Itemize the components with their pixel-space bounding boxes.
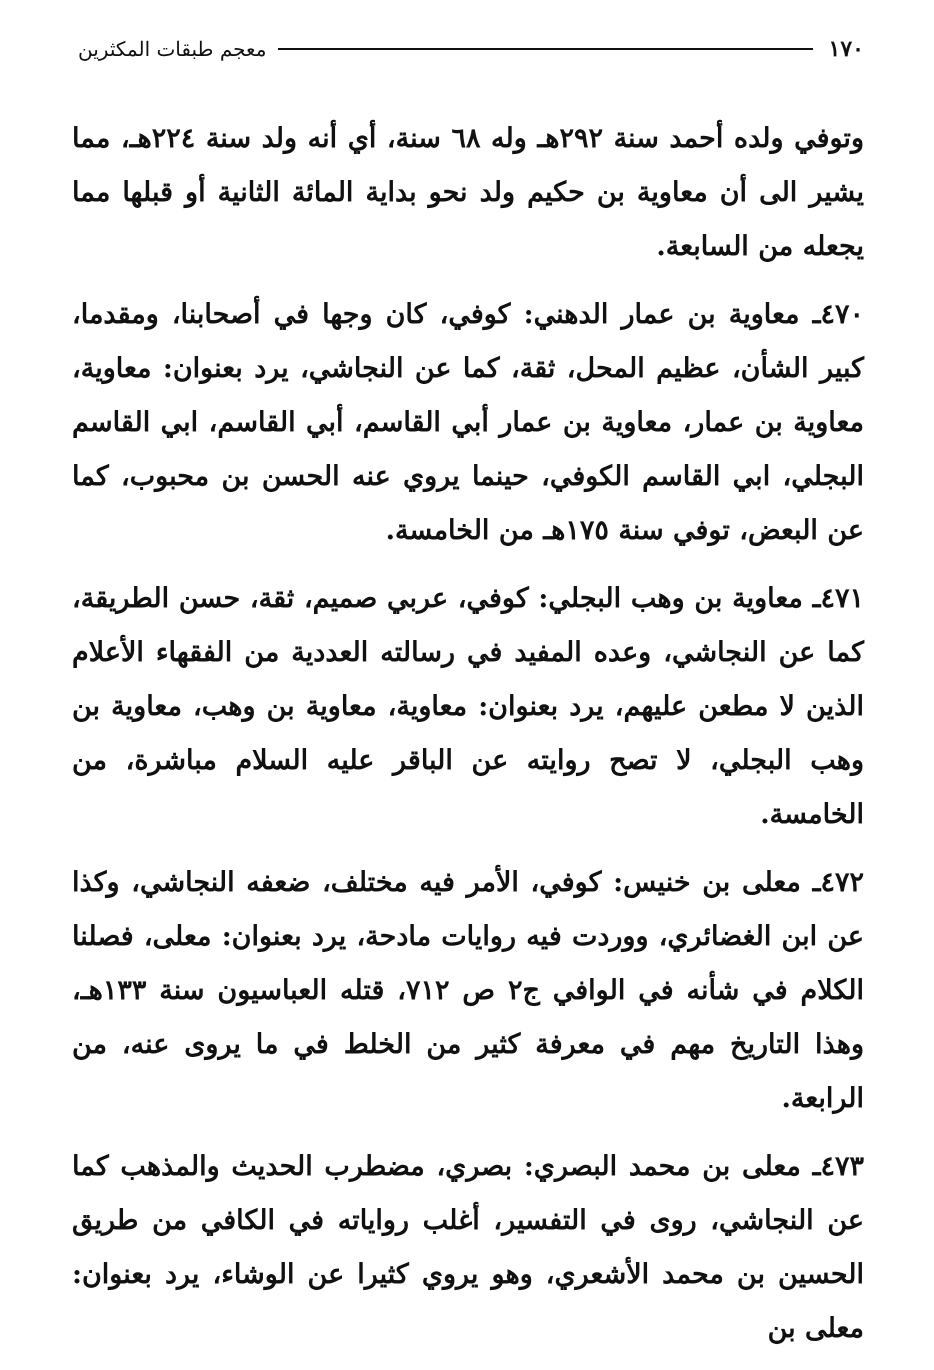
running-header xyxy=(78,32,864,66)
paragraph-continuation xyxy=(72,112,864,274)
running-title: معجم طبقات المكثرين xyxy=(78,37,267,61)
entry-text: كوفي، كان وجها في أصحابنا، ومقدما، كبير الشأن، عظيم المحل، ثقة، كما عن النجاشي، يرد بعنوان: معاوية، معاوية بن عمار، معاوية بن عمار أبي القاسم، أبي القاسم، ابي القاسم البجلي، ابي القاسم الكوفي، حينما يروي عنه الحسن بن محبوب، كما عن البعض، توفي سنة ١٧٥هـ من الخامسة. xyxy=(72,299,864,546)
entry-472 xyxy=(72,856,864,1126)
entry-heading: ٤٧٣ـ معلى بن محمد البصري: xyxy=(523,1151,865,1182)
page-body xyxy=(72,112,864,1370)
entry-473 xyxy=(72,1140,864,1356)
entry-text: كوفي، الأمر فيه مختلف، ضعفه النجاشي، وكذا عن ابن الغضائري، ووردت فيه روايات مادحة، يرد بعنوان: معلى، فصلنا الكلام في شأنه في الوافي ج٢ ص ٧١٢، قتله العباسيون سنة ١٣٣هـ، وهذا التاريخ مهم في معرفة كثير من الخلط في ما يروى عنه، من الرابعة. xyxy=(72,867,864,1114)
entry-470 xyxy=(72,288,864,558)
entry-text: بصري، مضطرب الحديث والمذهب كما عن النجاشي، روى في التفسير، أغلب رواياته في الكافي من طريق الحسين بن محمد الأشعري، وهو يروي كثيرا عن الوشاء، يرد بعنوان: معلى بن xyxy=(72,1151,864,1344)
page-number: ١٧٠ xyxy=(828,36,864,62)
entry-heading: ٤٧١ـ معاوية بن وهب البجلي: xyxy=(538,583,864,614)
entry-heading: ٤٧٢ـ معلى بن خنيس: xyxy=(613,867,864,898)
paragraph-text: وتوفي ولده أحمد سنة ٢٩٢هـ وله ٦٨ سنة، أي أنه ولد سنة ٢٢٤هـ، مما يشير الى أن معاوية بن حكيم ولد نحو بداية المائة الثانية أو قبلها مما يجعله من السابعة. xyxy=(72,123,864,262)
entry-471 xyxy=(72,572,864,842)
header-rule xyxy=(278,48,812,50)
entry-heading: ٤٧٠ـ معاوية بن عمار الدهني: xyxy=(523,299,864,330)
entry-text: كوفي، عربي صميم، ثقة، حسن الطريقة، كما عن النجاشي، وعده المفيد في رسالته العددية من الفقهاء الأعلام الذين لا مطعن عليهم، يرد بعنوان: معاوية، معاوية بن وهب، معاوية بن وهب البجلي، لا تصح روايته عن الباقر عليه السلام مباشرة، من الخامسة. xyxy=(72,583,864,830)
